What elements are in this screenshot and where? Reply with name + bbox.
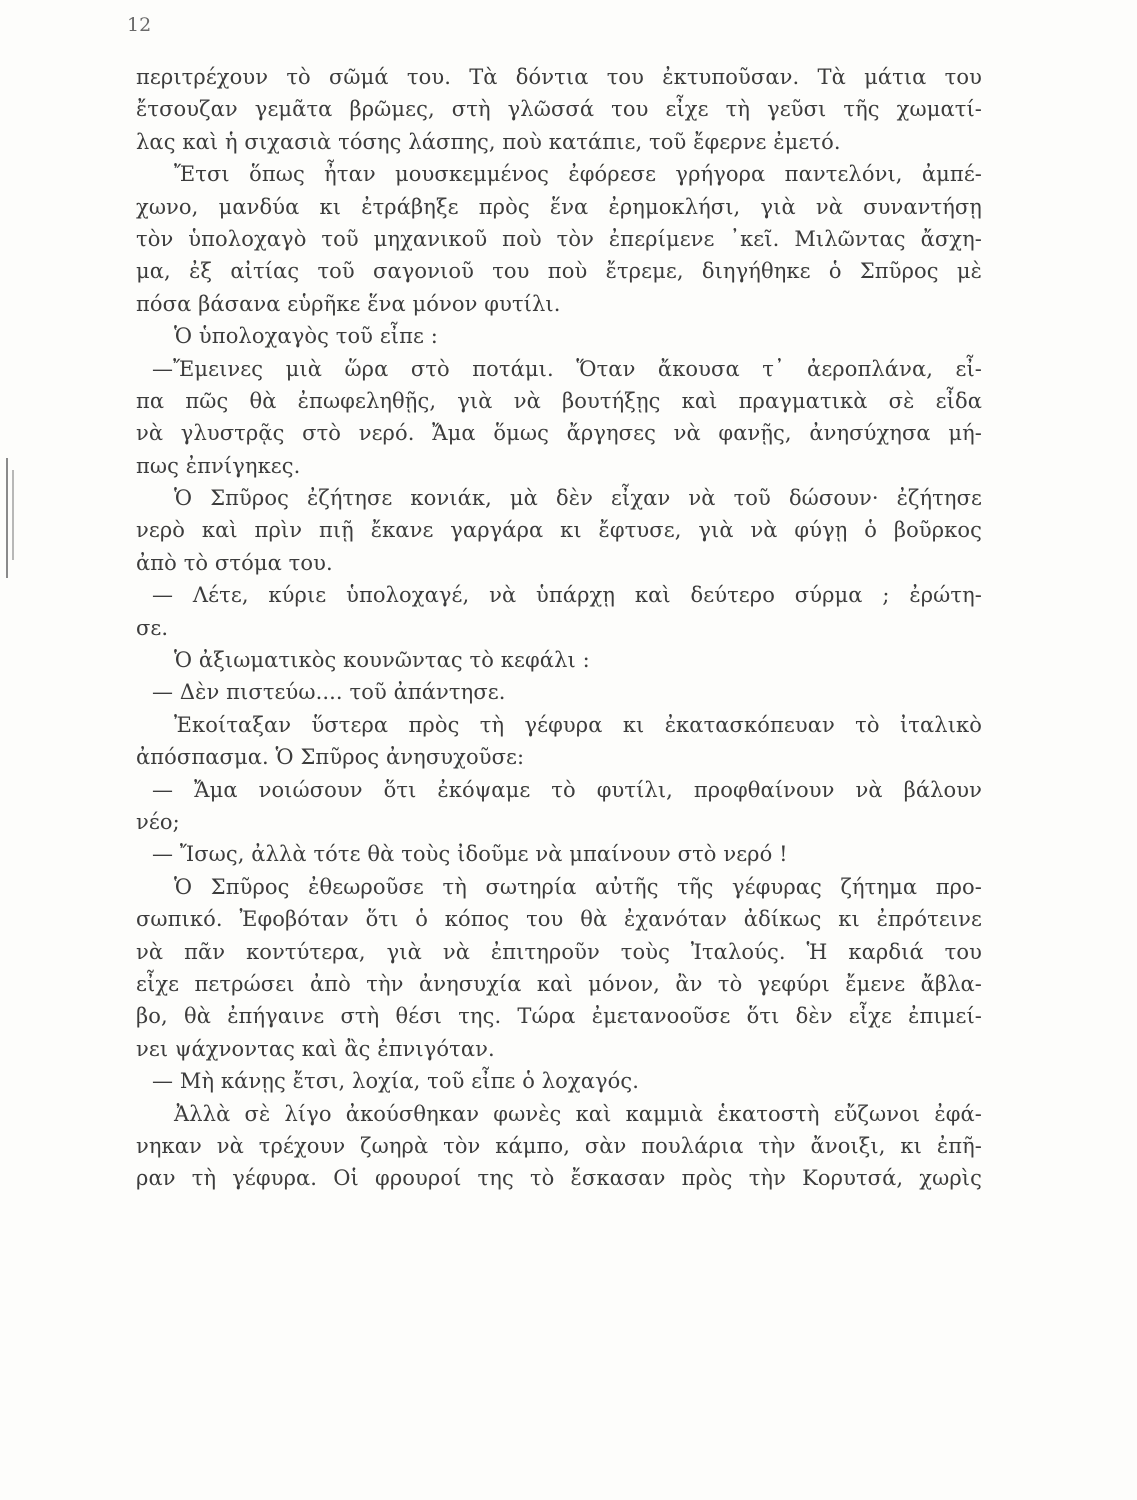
text-line: νὰ γλυστρᾷς στὸ νερό. Ἄμα ὅμως ἄργησες νὰ φανῇς, ἀνησύχησα μή- bbox=[136, 421, 982, 446]
text-line: περιτρέχουν τὸ σῶμά του. Τὰ δόντια του ἐκτυποῦσαν. Τὰ μάτια του bbox=[136, 65, 982, 89]
text-line: — Ἄμα νοιώσουν ὅτι ἐκόψαμε τὸ φυτίλι, προφθαίνουν νὰ βάλουν bbox=[152, 777, 982, 802]
text-line: Ὁ Σπῦρος ἐζήτησε κονιάκ, μὰ δὲν εἶχαν νὰ τοῦ δώσουν· ἐζήτησε bbox=[174, 486, 982, 511]
text-line: λας καὶ ἡ σιχασιὰ τόσης λάσπης, ποὺ κατάπιε, τοῦ ἔφερνε ἐμετό. bbox=[136, 129, 841, 154]
text-line: πα πῶς θὰ ἐπωφεληθῇς, γιὰ νὰ βουτήξῃς καὶ πραγματικὰ σὲ εἶδα bbox=[136, 388, 982, 413]
text-line: βο, θὰ ἐπήγαινε στὴ θέσι της. Τώρα ἐμετανοοῦσε ὅτι δὲν εἶχε ἐπιμεί- bbox=[136, 1004, 982, 1029]
text-line: μα, ἐξ αἰτίας τοῦ σαγονιοῦ του ποὺ ἔτρεμε, διηγήθηκε ὁ Σπῦρος μὲ bbox=[136, 259, 982, 284]
text-line: νερὸ καὶ πρὶν πιῇ ἔκανε γαργάρα κι ἔφτυσε, γιὰ νὰ φύγῃ ὁ βοῦρκος bbox=[136, 518, 982, 543]
text-line: νει ψάχνοντας καὶ ἂς ἐπνιγόταν. bbox=[136, 1036, 495, 1061]
text-line: χωνο, μανδύα κι ἐτράβηξε πρὸς ἕνα ἐρημοκλήσι, γιὰ νὰ συναντήσῃ bbox=[136, 194, 982, 219]
text-line: — Μὴ κάνῃς ἔτσι, λοχία, τοῦ εἶπε ὁ λοχαγός. bbox=[152, 1069, 640, 1094]
text-line: ἀπόσπασμα. Ὁ Σπῦρος ἀνησυχοῦσε: bbox=[136, 745, 525, 770]
text-line: ἔτσουζαν γεμᾶτα βρῶμες, στὴ γλῶσσά του εἶχε τὴ γεῦσι τῆς χωματί- bbox=[136, 97, 982, 122]
text-line: ἀπὸ τὸ στόμα του. bbox=[136, 550, 333, 575]
text-line: τὸν ὑπολοχαγὸ τοῦ μηχανικοῦ ποὺ τὸν ἐπερίμενε ᾽κεῖ. Μιλῶντας ἄσχη- bbox=[136, 226, 982, 251]
text-line: ραν τὴ γέφυρα. Οἱ φρουροί της τὸ ἔσκασαν πρὸς τὴν Κορυτσά, χωρὶς bbox=[136, 1166, 982, 1191]
text-line: Ἐκοίταξαν ὕστερα πρὸς τὴ γέφυρα κι ἐκατασκόπευαν τὸ ἰταλικὸ bbox=[174, 712, 982, 737]
text-line: Ἀλλὰ σὲ λίγο ἀκούσθηκαν φωνὲς καὶ καμμιὰ ἑκατοστὴ εὔζωνοι ἐφά- bbox=[174, 1101, 982, 1126]
text-line: Ὁ ἀξιωματικὸς κουνῶντας τὸ κεφάλι : bbox=[174, 648, 590, 673]
text-line: πως ἐπνίγηκες. bbox=[136, 453, 301, 478]
text-line: — Ἴσως, ἀλλὰ τότε θὰ τοὺς ἰδοῦμε νὰ μπαίνουν στὸ νερό ! bbox=[152, 842, 788, 867]
text-line: — Δὲν πιστεύω.... τοῦ ἀπάντησε. bbox=[152, 680, 506, 705]
text-line: Ἔτσι ὅπως ἦταν μουσκεμμένος ἐφόρεσε γρήγορα παντελόνι, ἀμπέ- bbox=[174, 162, 982, 187]
text-line: Ὁ Σπῦρος ἐθεωροῦσε τὴ σωτηρία αὐτῆς τῆς γέφυρας ζήτημα προ- bbox=[174, 874, 982, 899]
text-line: πόσα βάσανα εὑρῆκε ἕνα μόνον φυτίλι. bbox=[136, 291, 561, 316]
margin-mark bbox=[6, 458, 8, 578]
text-line: εἶχε πετρώσει ἀπὸ τὴν ἀνησυχία καὶ μόνον, ἂν τὸ γεφύρι ἔμενε ἄβλα- bbox=[136, 971, 982, 996]
text-line: σε. bbox=[136, 615, 169, 640]
text-line: — Λέτε, κύριε ὑπολοχαγέ, νὰ ὑπάρχῃ καὶ δεύτερο σύρμα ; ἐρώτη- bbox=[152, 583, 982, 608]
text-line: σωπικό. Ἐφοβόταν ὅτι ὁ κόπος του θὰ ἐχανόταν ἀδίκως κι ἐπρότεινε bbox=[136, 907, 982, 932]
text-line: νέο; bbox=[136, 809, 180, 834]
page-number: 12 bbox=[127, 14, 152, 36]
text-line: νηκαν νὰ τρέχουν ζωηρὰ τὸν κάμπο, σὰν πουλάρια τὴν ἄνοιξι, κι ἐπῆ- bbox=[136, 1133, 982, 1158]
margin-mark bbox=[12, 470, 14, 560]
body-text bbox=[136, 61, 982, 1195]
text-line: Ὁ ὑπολοχαγὸς τοῦ εἶπε : bbox=[174, 324, 438, 349]
text-line: νὰ πᾶν κοντύτερα, γιὰ νὰ ἐπιτηροῦν τοὺς Ἰταλούς. Ἡ καρδιά του bbox=[136, 939, 982, 964]
text-line: —Ἔμεινες μιὰ ὥρα στὸ ποτάμι. Ὅταν ἄκουσα τ᾽ ἀεροπλάνα, εἶ- bbox=[152, 356, 982, 381]
